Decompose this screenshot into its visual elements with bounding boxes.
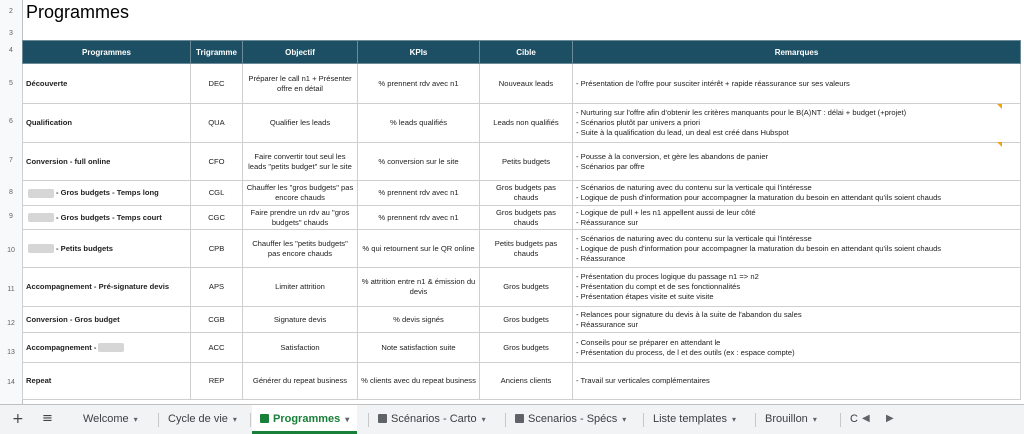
tab-label: Scénarios - Carto (391, 413, 477, 425)
tab-divider (250, 413, 251, 427)
cell-trigramme[interactable]: CFO (191, 143, 243, 181)
programme-name: - Petits budgets (56, 243, 113, 253)
programme-name: Conversion - Gros budget (26, 314, 120, 324)
programme-name: Qualification (26, 118, 72, 127)
tab-divider (158, 413, 159, 427)
redacted-block (28, 213, 54, 222)
header-row (23, 41, 1021, 64)
row-number[interactable]: 6 (9, 118, 13, 125)
programme-name: Conversion - full online (26, 156, 111, 166)
cell-cible[interactable]: Gros budgets pas chauds (480, 206, 573, 230)
table-row (23, 64, 1021, 104)
cell-trigramme[interactable]: DEC (191, 64, 243, 104)
row-number[interactable]: 5 (9, 80, 13, 87)
remarque-line: - Présentation du proces logique du passage n1 => n2 (576, 272, 759, 281)
tab-divider (505, 413, 506, 427)
cell-kpis[interactable]: % attrition entre n1 & émission du devis (358, 268, 480, 307)
table-row (23, 230, 1021, 268)
row-numbers (0, 0, 23, 404)
chevron-left-icon[interactable]: ◀ (862, 413, 870, 424)
cell-objectif[interactable]: Satisfaction (243, 333, 358, 363)
table-row (23, 307, 1021, 333)
cell-programme[interactable] (23, 206, 191, 230)
cell-programme[interactable] (23, 333, 191, 363)
cell-kpis[interactable]: % qui retournent sur le QR online (358, 230, 480, 268)
table-row (23, 104, 1021, 143)
tab-label: Scenarios - Spécs (528, 413, 618, 425)
column-header-cible[interactable]: Cible (480, 41, 573, 64)
remarque-line: - Réassurance sur (576, 319, 639, 329)
table-row (23, 206, 1021, 230)
column-header-remarques[interactable]: Remarques (573, 41, 1021, 64)
cell-objectif[interactable]: Signature devis (243, 307, 358, 333)
cell-cible[interactable]: Gros budgets (480, 333, 573, 363)
cell-kpis[interactable]: % clients avec du repeat business (358, 363, 480, 400)
chevron-down-icon: ▾ (481, 415, 486, 424)
remarque-line: - Scénarios par offre (576, 161, 645, 171)
programmes-table (22, 40, 1021, 400)
cell-programme[interactable] (23, 181, 191, 206)
remarque-line: - Travail sur verticales complémentaires (576, 376, 710, 385)
column-header-kpis[interactable]: KPIs (358, 41, 480, 64)
programme-name: Accompagnement - Pré-signature devis (26, 282, 170, 291)
tab-programmes[interactable] (252, 405, 357, 434)
cell-objectif[interactable]: Préparer le call n1 + Présenter offre en détail (243, 64, 358, 104)
tab-label: Cycle de vie (168, 413, 228, 425)
tab-divider (840, 413, 841, 427)
row-number[interactable]: 9 (9, 213, 13, 220)
remarque-line: - Logique de pull + les n1 appellent aussi de leur côté (576, 207, 756, 217)
programme-name: - Gros budgets - Temps long (56, 188, 159, 197)
cell-cible[interactable]: Gros budgets pas chauds (480, 181, 573, 206)
cell-cible[interactable]: Anciens clients (480, 363, 573, 400)
cell-trigramme[interactable]: CGC (191, 206, 243, 230)
cell-cible[interactable]: Nouveaux leads (480, 64, 573, 104)
remarque-line: - Scénarios de naturing avec du contenu sur la verticale qui l'intéresse (576, 183, 812, 192)
cell-remarques[interactable] (573, 268, 1021, 307)
chevron-down-icon: ▾ (731, 415, 736, 424)
table-row (23, 143, 1021, 181)
programme-name: Découverte (26, 78, 68, 88)
remarque-line: - Présentation du compt et de ses fonctionnalités (576, 282, 741, 291)
row-number[interactable]: 10 (7, 247, 15, 254)
chevron-down-icon: ▾ (812, 415, 817, 424)
tab-label: Welcome (83, 413, 129, 425)
row-number[interactable]: 2 (9, 8, 13, 15)
row-number[interactable]: 7 (9, 157, 13, 164)
sheet-tab-bar (0, 404, 1024, 434)
comment-marker[interactable] (997, 142, 1002, 147)
tab-divider (643, 413, 644, 427)
remarque-line: - Réassurance sur (576, 217, 639, 227)
sheet-title: Programmes (26, 2, 130, 22)
cell-remarques[interactable] (573, 333, 1021, 363)
cell-kpis[interactable]: % prennent rdv avec n1 (358, 206, 480, 230)
sheet-icon (260, 414, 269, 423)
cell-trigramme[interactable]: CGB (191, 307, 243, 333)
redacted-block (28, 244, 54, 253)
cell-trigramme[interactable]: APS (191, 268, 243, 307)
cell-kpis[interactable]: % devis signés (358, 307, 480, 333)
chevron-down-icon: ▾ (622, 415, 627, 424)
comment-marker[interactable] (997, 104, 1002, 109)
sheet-icon (378, 414, 387, 423)
tab-cycle-de-vie[interactable] (160, 405, 245, 434)
cell-kpis[interactable]: % conversion sur le site (358, 143, 480, 181)
cell-remarques[interactable] (573, 64, 1021, 104)
cell-remarques[interactable] (573, 143, 1021, 181)
cell-programme[interactable] (23, 307, 191, 333)
row-number[interactable]: 13 (7, 349, 15, 356)
tab-label: Programmes (273, 413, 341, 425)
remarque-line: - Logique de push d'information pour accompagner la maturation du besoin en attendant qu'ils soient chauds (576, 193, 942, 202)
remarque-line: - Nurturing sur l'offre afin d'obtenir les critères manquants pour le B(A)NT : délai + budget (+projet) (576, 108, 907, 117)
cell-programme[interactable] (23, 104, 191, 143)
programme-name: Accompagnement - (26, 342, 97, 352)
plus-icon[interactable]: + (12, 411, 24, 427)
cell-programme[interactable] (23, 268, 191, 307)
cell-kpis[interactable]: % prennent rdv avec n1 (358, 181, 480, 206)
programme-name: Repeat (26, 376, 52, 385)
tab-label: C (850, 413, 858, 425)
column-header-programmes[interactable]: Programmes (23, 41, 191, 64)
cell-remarques[interactable] (573, 363, 1021, 400)
tab-welcome[interactable] (75, 405, 146, 434)
tab-label: Liste templates (653, 413, 727, 425)
redacted-block (28, 189, 54, 198)
tab-divider (368, 413, 369, 427)
row-number[interactable]: 4 (9, 47, 13, 54)
cell-objectif[interactable]: Qualifier les leads (243, 104, 358, 143)
spreadsheet-grid (22, 40, 1024, 402)
column-header-trigramme[interactable]: Trigramme (191, 41, 243, 64)
tab-divider (755, 413, 756, 427)
cell-trigramme[interactable]: QUA (191, 104, 243, 143)
remarque-line: - Scénarios plutôt par univers a priori (576, 118, 701, 127)
cell-trigramme[interactable]: CPB (191, 230, 243, 268)
remarque-line: - Pousse à la conversion, et gère les abandons de panier (576, 151, 769, 161)
row-number[interactable]: 11 (7, 286, 15, 293)
remarque-line: - Présentation du process, de l et des outils (ex : espace compte) (576, 347, 795, 357)
table-row (23, 181, 1021, 206)
remarque-line: - Logique de push d'information pour accompagner la maturation du besoin en attendant qu'ils soient chauds (576, 243, 942, 253)
cell-objectif[interactable]: Chauffer les "gros budgets" pas encore chauds (243, 181, 358, 206)
cell-cible[interactable]: Leads non qualifiés (480, 104, 573, 143)
cell-programme[interactable] (23, 363, 191, 400)
cell-objectif[interactable]: Faire convertir tout seul les leads "petits budget" sur le site (243, 143, 358, 181)
cell-remarques[interactable] (573, 181, 1021, 206)
tab-brouillon[interactable] (757, 405, 825, 434)
cell-objectif[interactable]: Faire prendre un rdv au "gros budgets" chauds (243, 206, 358, 230)
tab-scenarios-sp-cs[interactable] (507, 405, 634, 434)
table-row (23, 333, 1021, 363)
table-row (23, 363, 1021, 400)
tab-sc-narios-carto[interactable] (370, 405, 494, 434)
remarque-line: - Conseils pour se préparer en attendant le (576, 337, 721, 347)
cell-cible[interactable]: Gros budgets (480, 307, 573, 333)
remarque-line: - Présentation étapes visite et suite visite (576, 292, 714, 301)
cell-remarques[interactable] (573, 104, 1021, 143)
cell-cible[interactable]: Petits budgets pas chauds (480, 230, 573, 268)
cell-remarques[interactable] (573, 307, 1021, 333)
row-number[interactable]: 3 (9, 30, 13, 37)
remarque-line: - Présentation de l'offre pour susciter intérêt + rapide réassurance sur ses valeurs (576, 78, 850, 88)
sheet-icon (515, 414, 524, 423)
cell-objectif[interactable]: Limiter attrition (243, 268, 358, 307)
cell-objectif[interactable]: Générer du repeat business (243, 363, 358, 400)
cell-remarques[interactable] (573, 206, 1021, 230)
tab-label: Brouillon (765, 413, 808, 425)
cell-programme[interactable] (23, 143, 191, 181)
cell-kpis[interactable]: % leads qualifiés (358, 104, 480, 143)
row-number[interactable]: 12 (7, 320, 15, 327)
cell-trigramme[interactable]: CGL (191, 181, 243, 206)
remarque-line: - Suite à la qualification du lead, un deal est créé dans Hubspot (576, 128, 789, 137)
row-number[interactable]: 8 (9, 189, 13, 196)
menu-icon[interactable]: ≡ (42, 411, 53, 426)
cell-trigramme[interactable]: REP (191, 363, 243, 400)
table-row (23, 268, 1021, 307)
row-number[interactable]: 14 (7, 379, 15, 386)
cell-objectif[interactable]: Chauffer les "petits budgets" pas encore chauds (243, 230, 358, 268)
cell-remarques[interactable] (573, 230, 1021, 268)
cell-cible[interactable]: Petits budgets (480, 143, 573, 181)
cell-programme[interactable] (23, 230, 191, 268)
cell-programme[interactable] (23, 64, 191, 104)
chevron-down-icon: ▾ (133, 415, 138, 424)
chevron-down-icon: ▾ (232, 415, 237, 424)
cell-cible[interactable]: Gros budgets (480, 268, 573, 307)
remarque-line: - Relances pour signature du devis à la suite de l'abandon du sales (576, 309, 802, 319)
redacted-block (98, 343, 124, 352)
remarque-line: - Scénarios de naturing avec du contenu sur la verticale qui l'intéresse (576, 233, 812, 243)
remarque-line: - Réassurance (576, 253, 626, 263)
cell-kpis[interactable]: Note satisfaction suite (358, 333, 480, 363)
tab-liste-templates[interactable] (645, 405, 744, 434)
chevron-right-icon[interactable]: ▶ (886, 413, 894, 424)
cell-trigramme[interactable]: ACC (191, 333, 243, 363)
chevron-down-icon: ▾ (345, 415, 350, 424)
cell-kpis[interactable]: % prennent rdv avec n1 (358, 64, 480, 104)
column-header-objectif[interactable]: Objectif (243, 41, 358, 64)
programme-name: - Gros budgets - Temps court (56, 212, 162, 222)
